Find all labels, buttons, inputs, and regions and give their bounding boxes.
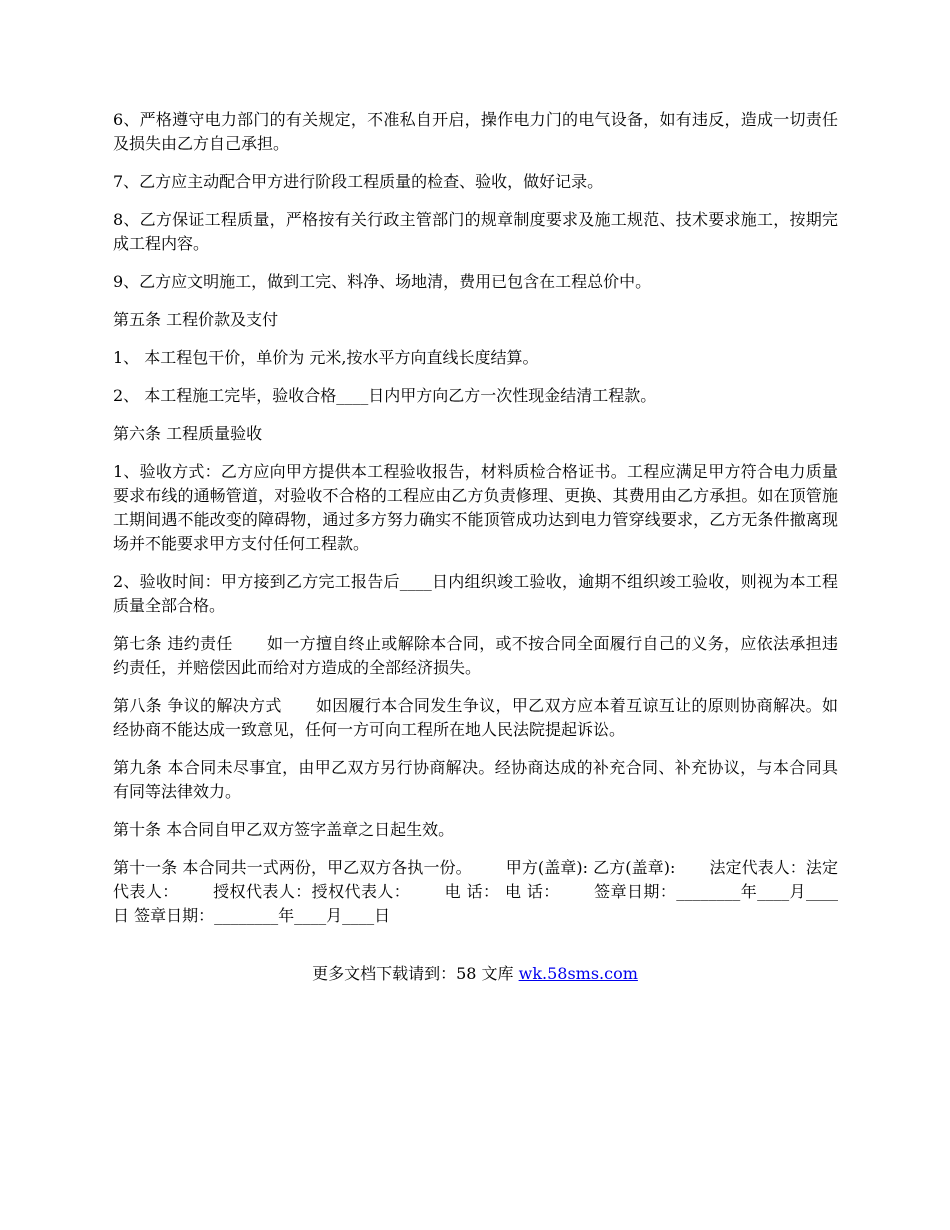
sign-date-a-day: 日 [113,906,130,925]
clause-item-6: 6、严格遵守电力部门的有关规定，不准私自开启，操作电力门的电气设备，如有违反，造成一切责任及损失由乙方自己承担。 [113,110,838,153]
phone-b-label: 电 话： [504,882,560,901]
article-8 [113,694,838,742]
article-6-title: 第六条 工程质量验收 [113,424,263,443]
sign-date-b-year-blank: ________ [214,906,279,925]
party-b-seal-label: 乙方(盖章): [593,858,676,877]
clause-item-9: 9、乙方应文明施工，做到工完、料净、场地清，费用已包含在工程总价中。 [113,272,652,291]
article-9: 第九条 本合同未尽事宜，由甲乙双方另行协商解决。经协商达成的补充合同、补充协议，与本合同具有同等法律效力。 [113,758,838,801]
article-6-item-2-pre: 2、验收时间：甲方接到乙方完工报告后 [113,572,400,591]
article-5-title: 第五条 工程价款及支付 [113,310,279,329]
footer-link[interactable]: wk.58sms.com [518,964,638,983]
article-10: 第十条 本合同自甲乙双方签字盖章之日起生效。 [113,820,455,839]
clause-item-7: 7、乙方应主动配合甲方进行阶段工程质量的检查、验收，做好记录。 [113,172,604,191]
sign-date-a-year: 年 [740,882,758,901]
article-7-title: 第七条 违约责任 [113,634,233,653]
article-7 [113,632,838,680]
sign-date-b-month: 月 [326,906,343,925]
sign-date-a-label: 签章日期： [593,882,677,901]
sign-date-a-month-blank: ____ [757,882,790,901]
sign-date-b-day-blank: ____ [342,906,375,925]
sign-date-a-year-blank: ________ [676,882,741,901]
footer-text: 更多文档下载请到：58 文库 [312,964,514,983]
article-11 [113,856,838,928]
article-5-item-2 [113,384,838,408]
sign-date-b-month-blank: ____ [294,906,327,925]
sign-date-b-year: 年 [278,906,295,925]
sign-date-a-day-blank: ____ [805,882,838,901]
auth-rep-a-label: 授权代表人： [212,882,312,901]
sign-date-b-day: 日 [374,906,391,925]
article-11-body: 第十一条 本合同共一式两份，甲乙双方各执一份。 [113,858,472,877]
article-8-body: 如因履行本合同发生争议，甲乙双方应本着互谅互让的原则协商解决。如经协商不能达成一致意见，任何一方可向工程所在地人民法院提起诉讼。 [113,696,838,739]
footer [0,962,950,986]
article-6-item-1: 1、验收方式：乙方应向甲方提供本工程验收报告，材料质检合格证书。工程应满足甲方符合电力质量要求布线的通畅管道，对验收不合格的工程应由乙方负责修理、更换、其费用由乙方承担。如在顶管施工期间遇不能改变的障碍物，通过多方努力确实不能顶管成功达到电力管穿线要求，乙方无条件撤离现场并不能要求甲方支付任何工程款。 [113,462,838,553]
document-body [113,108,838,942]
article-5-item-1: 1、 本工程包干价，单价为 元米,按水平方向直线长度结算。 [113,348,539,367]
phone-a-label: 电 话： [444,882,500,901]
sign-date-a-month: 月 [789,882,806,901]
article-7-body: 如一方擅自终止或解除本合同，或不按合同全面履行自己的义务，应依法承担违约责任，并赔偿因此而给对方造成的全部经济损失。 [113,634,838,677]
article-8-title: 第八条 争议的解决方式 [113,696,282,715]
auth-rep-b-label: 授权代表人： [311,882,411,901]
legal-rep-b-label: 法定代表人： [113,858,838,901]
article-5-item-2-blank: ____ [336,386,369,405]
article-5-item-2-pre: 2、 本工程施工完毕，验收合格 [113,386,337,405]
article-6-item-2-post: 日内组织竣工验收，逾期不组织竣工验收，则视为本工程质量全部合格。 [113,572,838,615]
article-6-item-2-blank: ____ [399,572,432,591]
article-6-item-2 [113,570,838,618]
party-a-seal-label: 甲方(盖章): [505,858,588,877]
article-5-item-2-post: 日内甲方向乙方一次性现金结清工程款。 [368,386,657,405]
sign-date-b-label: 签章日期： [134,906,215,925]
clause-item-8: 8、乙方保证工程质量，严格按有关行政主管部门的规章制度要求及施工规范、技术要求施工，按期完成工程内容。 [113,210,838,253]
legal-rep-a-label: 法定代表人： [709,858,806,877]
